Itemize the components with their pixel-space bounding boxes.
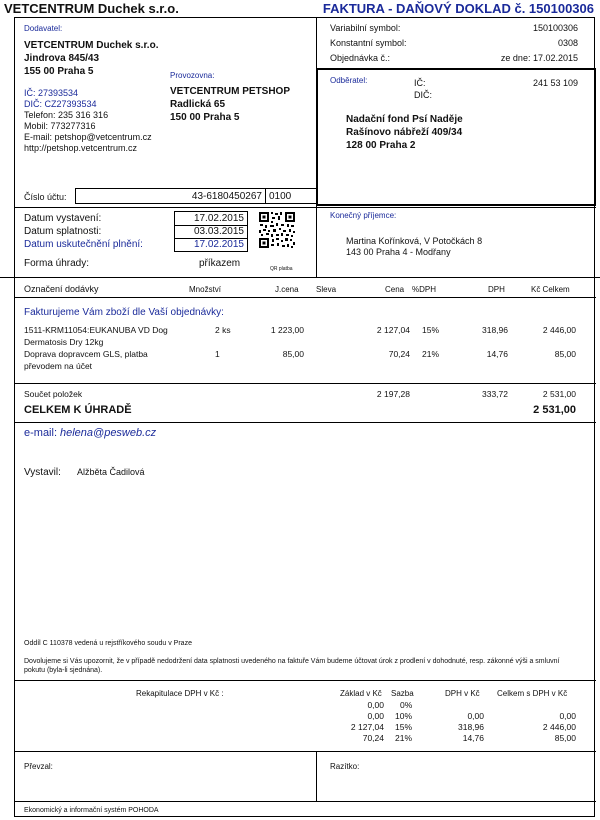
- final-recipient-line1: Martina Kořínková, V Potočkách 8: [346, 236, 483, 246]
- col-total: Kč Celkem: [531, 285, 570, 294]
- payment-method: příkazem: [199, 258, 241, 269]
- supplier-label: Dodavatel:: [24, 24, 63, 33]
- supplier-name: VETCENTRUM Duchek s.r.o.: [24, 40, 159, 51]
- customer-ic-label: IČ:: [414, 78, 426, 88]
- premises-city: 150 00 Praha 5: [170, 112, 240, 123]
- item-row-1-price: 2 127,04: [376, 325, 410, 335]
- company-header: VETCENTRUM Duchek s.r.o.: [4, 1, 179, 16]
- vat-recap-rate-header: Sazba: [391, 689, 414, 698]
- customer-street: Rašínovo nábřeží 409/34: [346, 127, 463, 138]
- table-intro: Fakturujeme Vám zboží dle Vaší objednávky:: [24, 307, 224, 318]
- item-row-2-vat: 14,76: [486, 349, 508, 359]
- premises-name: VETCENTRUM PETSHOP: [170, 86, 291, 97]
- vs-label: Variabilní symbol:: [330, 23, 401, 33]
- qr-code-image: [258, 211, 296, 261]
- vat-recap-vat: 14,76: [462, 733, 484, 743]
- total-due-amount: 2 531,00: [533, 404, 576, 416]
- item-row-1-line2: Dermatosis Dry 12kg: [24, 337, 104, 347]
- payment-label: Forma úhrady:: [24, 258, 90, 269]
- taxable-label: Datum uskutečnění plnění:: [24, 239, 143, 250]
- vat-recap-total: 0,00: [559, 711, 576, 721]
- issuer-name: Alžběta Čadilová: [77, 467, 145, 477]
- item-row-1-vat: 318,96: [482, 325, 508, 335]
- item-row-2-qty: 1: [215, 349, 220, 359]
- sum-price: 2 197,28: [376, 389, 410, 399]
- item-row-2-price: 70,24: [388, 349, 410, 359]
- vat-recap-base: 2 127,04: [350, 722, 384, 732]
- contact-email: helena@pesweb.cz: [60, 427, 157, 439]
- supplier-web: http://petshop.vetcentrum.cz: [24, 143, 138, 153]
- col-qty: Množství: [189, 285, 222, 294]
- customer-label: Odběratel:: [330, 76, 368, 85]
- due-date: 03.03.2015: [193, 226, 244, 237]
- qr-label: QR platba: [270, 266, 293, 272]
- received-by-label: Převzal:: [24, 762, 53, 771]
- vat-recap-vat-header: DPH v Kč: [445, 689, 480, 698]
- supplier-street: Jindrova 845/43: [24, 53, 100, 64]
- item-row-2-line1: Doprava dopravcem GLS, platba: [24, 349, 148, 359]
- supplier-email: E-mail: petshop@vetcentrum.cz: [24, 132, 152, 142]
- customer-ic-value: 241 53 109: [532, 78, 578, 88]
- item-row-1-unit-price: 1 223,00: [270, 325, 304, 335]
- col-discount: Sleva: [316, 285, 337, 294]
- customer-dic-label: DIČ:: [414, 90, 432, 100]
- sum-vat: 333,72: [482, 389, 508, 399]
- vat-recap-title: Rekapitulace DPH v Kč :: [136, 689, 224, 698]
- col-unit-price: J.cena: [275, 285, 299, 294]
- vat-recap-vat: 318,96: [458, 722, 484, 732]
- supplier-ic: IČ: 27393534: [24, 88, 79, 98]
- item-row-2-unit-price: 85,00: [282, 349, 304, 359]
- item-row-2-vat-pct: 21%: [422, 349, 440, 359]
- issued-label: Datum vystavení:: [24, 213, 102, 224]
- bank-code: 0100: [269, 191, 292, 202]
- vat-recap-rate: 10%: [395, 711, 413, 721]
- sum-total: 2 531,00: [542, 389, 576, 399]
- vat-recap-rate: 21%: [395, 733, 413, 743]
- ks-label: Konstantní symbol:: [330, 38, 407, 48]
- vat-recap-base-header: Základ v Kč: [340, 689, 382, 698]
- contact-email-label: e-mail:: [24, 427, 58, 439]
- final-recipient-label: Konečný příjemce:: [330, 211, 397, 220]
- due-label: Datum splatnosti:: [24, 226, 102, 237]
- document-title: FAKTURA - DAŇOVÝ DOKLAD č. 150100306: [322, 1, 594, 16]
- taxable-date: 17.02.2015: [193, 239, 244, 250]
- sum-label: Součet položek: [24, 389, 83, 399]
- item-row-1-vat-pct: 15%: [422, 325, 440, 335]
- registry-note: Oddíl C 110378 vedená u rejstříkového soudu v Praze: [24, 640, 192, 647]
- ks-value: 0308: [557, 38, 578, 48]
- vs-value: 150100306: [532, 23, 578, 33]
- order-value: ze dne: 17.02.2015: [500, 53, 578, 63]
- total-due-label: CELKEM K ÚHRADĚ: [24, 404, 132, 416]
- order-label: Objednávka č.:: [330, 53, 391, 63]
- item-row-2-total: 85,00: [554, 349, 576, 359]
- account-label: Číslo účtu:: [24, 192, 67, 202]
- supplier-phone: Telefon: 235 316 316: [24, 110, 109, 120]
- issuer-label: Vystavil:: [24, 467, 61, 478]
- vat-recap-total-header: Celkem s DPH v Kč: [497, 689, 568, 698]
- col-item: Označení dodávky: [24, 284, 99, 294]
- vat-recap-base: 0,00: [367, 711, 384, 721]
- col-price: Cena: [385, 285, 405, 294]
- item-row-1-qty: 2 ks: [215, 325, 231, 335]
- item-row-1-total: 2 446,00: [542, 325, 576, 335]
- issued-date: 17.02.2015: [193, 213, 244, 224]
- vat-recap-total: 2 446,00: [542, 722, 576, 732]
- system-footer: Ekonomický a informační systém POHODA: [24, 807, 159, 814]
- vat-recap-rate: 0%: [400, 700, 413, 710]
- payment-warning: Dovolujeme si Vás upozornit, že v případě nedodržení data splatnosti uvedeného na faktuře Vám budeme účtovat úrok z prodlení v dohodnuté, resp. zákonné výši a smluvní pokutu (byla-li sjednána).: [24, 658, 560, 674]
- vat-recap-base: 70,24: [362, 733, 384, 743]
- stamp-label: Razítko:: [330, 762, 360, 771]
- vat-recap-base: 0,00: [367, 700, 384, 710]
- customer-name: Nadační fond Psí Naděje: [346, 114, 463, 125]
- customer-city: 128 00 Praha 2: [346, 140, 416, 151]
- premises-label: Provozovna:: [170, 71, 215, 80]
- supplier-city: 155 00 Praha 5: [24, 66, 94, 77]
- account-number: 43-6180450267: [191, 191, 262, 202]
- supplier-dic: DIČ: CZ27393534: [24, 99, 97, 109]
- vat-recap-total: 85,00: [554, 733, 576, 743]
- col-vat-pct: %DPH: [412, 285, 437, 294]
- final-recipient-line2: 143 00 Praha 4 - Modřany: [346, 247, 451, 257]
- vat-recap-rate: 15%: [395, 722, 413, 732]
- vat-recap-vat: 0,00: [467, 711, 484, 721]
- col-vat: DPH: [488, 285, 505, 294]
- supplier-mobile: Mobil: 773277316: [24, 121, 96, 131]
- item-row-2-line2: převodem na účet: [24, 361, 93, 371]
- premises-street: Radlická 65: [170, 99, 226, 110]
- item-row-1-line1: 1511-KRM11054:EUKANUBA VD Dog: [24, 325, 168, 335]
